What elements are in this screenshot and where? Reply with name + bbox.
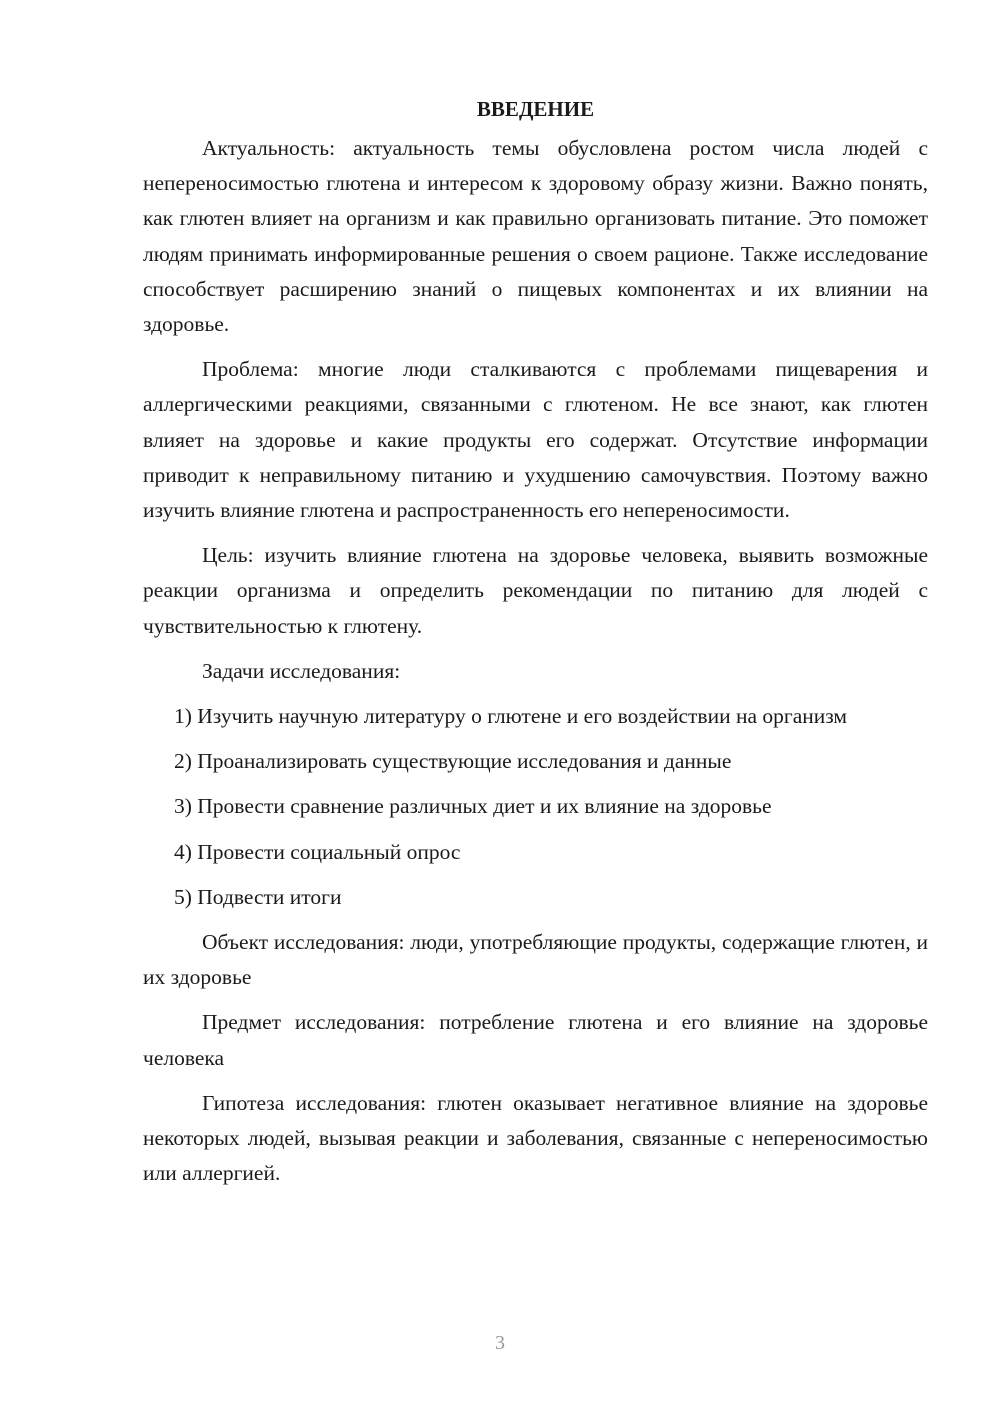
paragraph-object: Объект исследования: люди, употребляющие продукты, содержащие глютен, и их здоровье bbox=[143, 930, 928, 990]
paragraph-relevance: Актуальность: актуальность темы обусловлена ростом числа людей с непереносимостью глютена и интересом к здоровому образу жизни. Важно понять, как глютен влияет на организм и как правильно организовать питание. Это поможет людям принимать информированные решения о своем рационе. Также исследование способствует расширению знаний о пищевых компонентах и их влиянии на здоровье. bbox=[143, 136, 928, 337]
page-content bbox=[143, 92, 928, 1201]
paragraph-hypothesis: Гипотеза исследования: глютен оказывает негативное влияние на здоровье некоторых людей, вызывая реакции и заболевания, связанные с непереносимостью или аллергией. bbox=[143, 1090, 928, 1186]
paragraph-subject: Предмет исследования: потребление глютена и его влияние на здоровье человека bbox=[143, 1010, 928, 1070]
paragraph-problem: Проблема: многие люди сталкиваются с проблемами пищеварения и аллергическими реакциями, связанными с глютеном. Не все знают, как глютен влияет на здоровье и какие продукты его содержат. Отсутствие информации приводит к неправильному питанию и ухудшению самочувствия. Поэтому важно изучить влияние глютена и распространенность его непереносимости. bbox=[143, 357, 928, 523]
tasks-heading: Задачи исследования: bbox=[202, 658, 401, 683]
task-item: 5) Подвести итоги bbox=[174, 884, 342, 909]
task-item: 3) Провести сравнение различных диет и их влияние на здоровье bbox=[174, 794, 772, 819]
section-title: ВВЕДЕНИЕ bbox=[476, 97, 595, 121]
task-item: 4) Провести социальный опрос bbox=[174, 839, 461, 864]
task-item: 2) Проанализировать существующие исследования и данные bbox=[174, 749, 732, 774]
page-number: 3 bbox=[495, 1332, 505, 1354]
paragraph-goal: Цель: изучить влияние глютена на здоровье человека, выявить возможные реакции организма и определить рекомендации по питанию для людей с чувствительностью к глютену. bbox=[143, 543, 928, 638]
task-item: 1) Изучить научную литературу о глютене и его воздействии на организм bbox=[174, 704, 848, 729]
